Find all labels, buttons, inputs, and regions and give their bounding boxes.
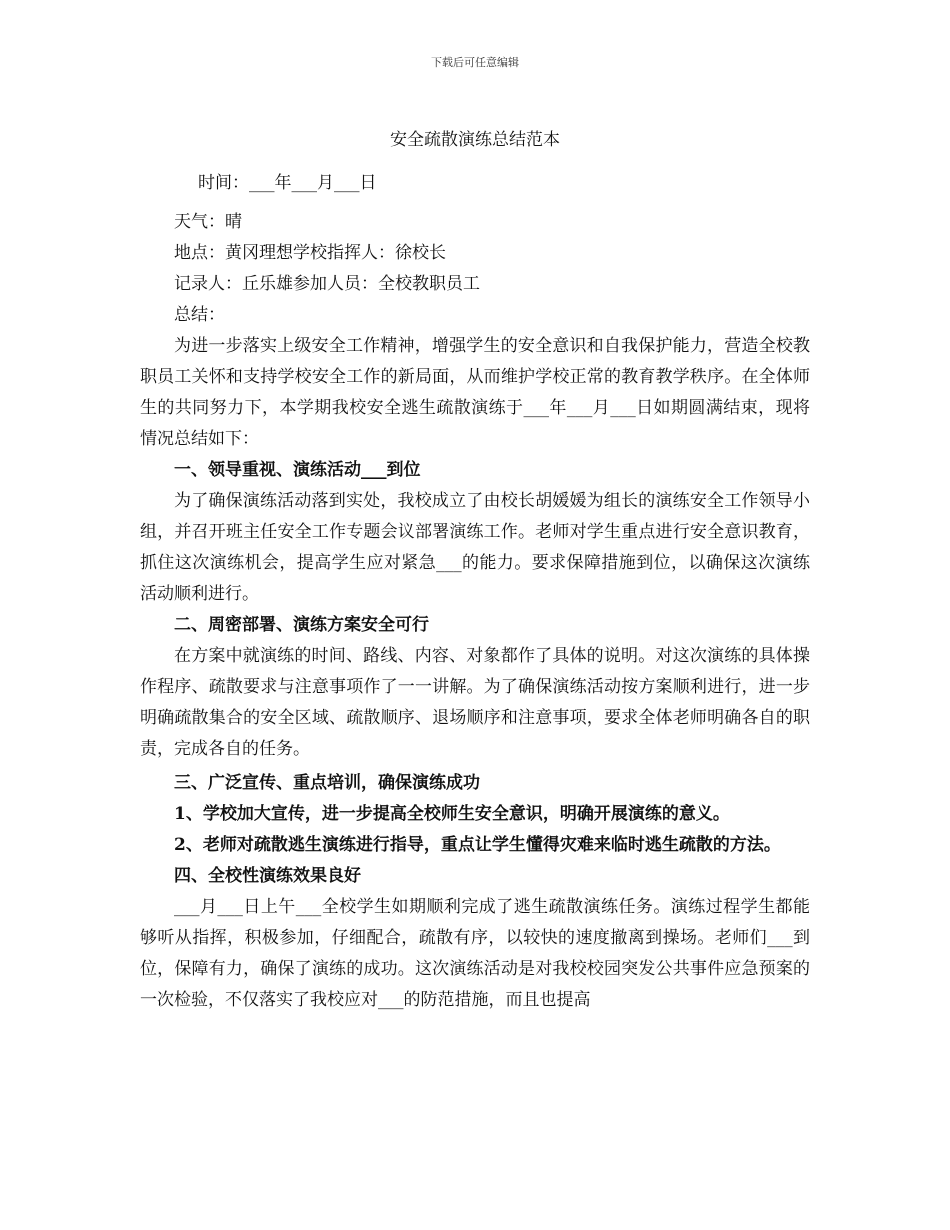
section-2-heading: 二、周密部署、演练方案安全可行: [174, 615, 429, 635]
section-4-heading: 四、全校性演练效果良好: [174, 866, 361, 886]
section-3-item-2: 2、老师对疏散逃生演练进行指导，重点让学生懂得灾难来临时逃生疏散的方法。: [174, 835, 781, 855]
section-4-body: ___月___日上午___全校学生如期顺利完成了逃生疏散演练任务。演练过程学生都能够听从指挥，积极参加，仔细配合，疏散有序，以较快的速度撤离到操场。老师们___到位，保障有力，确保了演练的成功。这次演练活动是对我校校园突发公共事件应急预案的一次检验，不仅落实了我校应对___的防范措施，而且也提高: [140, 897, 810, 1010]
document-body: [140, 207, 810, 1016]
time-line: 时间：___年___月___日: [198, 173, 377, 193]
summary-label: 总结：: [174, 305, 225, 325]
section-3-item-1: 1、学校加大宣传，进一步提高全校师生安全意识，明确开展演练的意义。: [174, 804, 730, 824]
section-2-body: 在方案中就演练的时间、路线、内容、对象都作了具体的说明。对这次演练的具体操作程序、疏散要求与注意事项作了一一讲解。为了确保演练活动按方案顺利进行，进一步明确疏散集合的安全区域、疏散顺序、退场顺序和注意事项，要求全体老师明确各自的职责，完成各自的任务。: [140, 646, 810, 759]
intro-paragraph: 为进一步落实上级安全工作精神，增强学生的安全意识和自我保护能力，营造全校教职员工关怀和支持学校安全工作的新局面，从而维护学校正常的教育教学秩序。在全体师生的共同努力下，本学期我校安全逃生疏散演练于___年___月___日如期圆满结束，现将情况总结如下：: [140, 336, 810, 449]
section-1-body: 为了确保演练活动落到实处，我校成立了由校长胡媛媛为组长的演练安全工作领导小组，并召开班主任安全工作专题会议部署演练工作。老师对学生重点进行安全意识教育，抓住这次演练机会，提高学生应对紧急___的能力。要求保障措施到位，以确保这次演练活动顺利进行。: [140, 491, 810, 604]
recorder-line: 记录人：丘乐雄参加人员：全校教职员工: [174, 274, 480, 294]
page-header-note: 下载后可任意编辑: [431, 56, 519, 69]
section-1-heading: 一、领导重视、演练活动___到位: [174, 460, 421, 480]
section-3-heading: 三、广泛宣传、重点培训，确保演练成功: [174, 773, 480, 793]
document-title: 安全疏散演练总结范本: [390, 130, 560, 150]
location-line: 地点：黄冈理想学校指挥人：徐校长: [174, 243, 446, 263]
weather-line: 天气：晴: [174, 212, 242, 232]
